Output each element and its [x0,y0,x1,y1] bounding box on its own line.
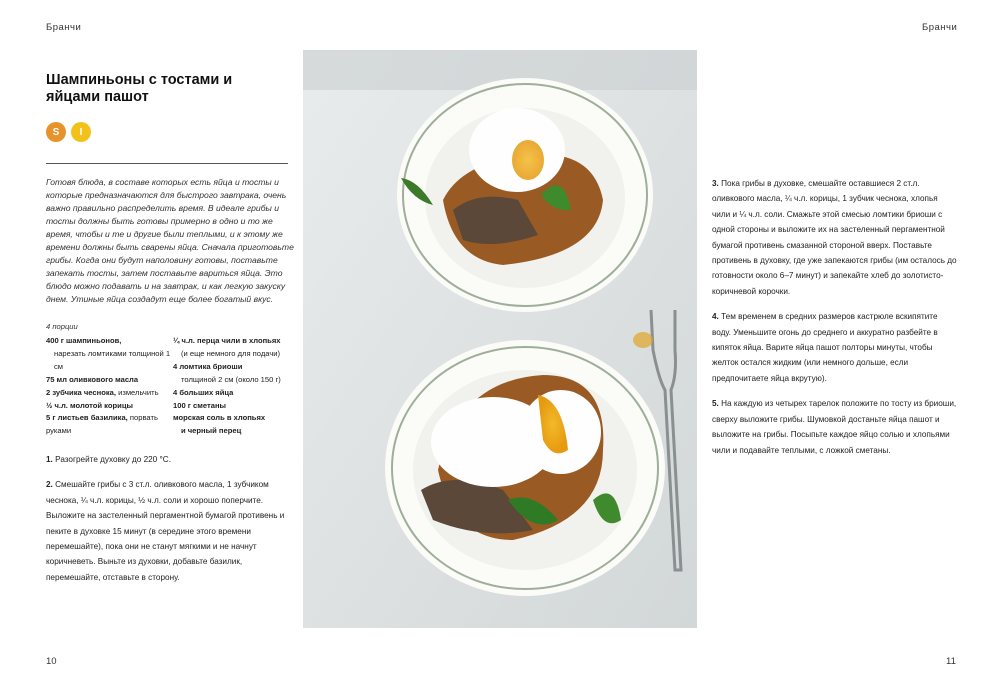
recipe-title: Шампиньоны с тостами и яйцами пашот [46,72,233,105]
title-divider [46,163,288,164]
ingredient-qty: 4 ломтика бриоши [173,361,243,371]
step-2 [46,477,294,585]
ingredient-note: (и еще немного для подачи) [181,348,281,358]
ingredient-note: измельчить [118,387,159,397]
ingredient-qty: 4 больших яйца [173,387,234,397]
ingredient-item [46,412,174,438]
ingredient-qty: 2 зубчика чеснока, [46,387,116,397]
running-head-left: Бранчи [46,22,82,33]
step-number: 2. [46,480,53,490]
ingredient-note: порвать руками [46,413,158,436]
ingredient-note: нарезать ломтиками толщиной 1 см [54,348,171,371]
step-number: 1. [46,455,53,464]
diet-badges [46,122,91,142]
badge-i: I [71,122,91,142]
ingredient-item [46,400,174,413]
step-5 [712,396,957,458]
running-head-right: Бранчи [922,22,958,33]
servings: 4 порции [46,322,78,331]
step-text: Пока грибы в духовке, смешайте оставшиеся 2 ст.л. оливкового масла, ¼ ч.л. корицы, 1 зубчик чеснока, хлопья чили и ¼ ч.л. соли. Смажьте этой смесью ломтики бриоши с одной стороны и выложите их на застеленный пергаментной бумагой противень смазанной стороной вверх. Поставьте противень в духовку, где уже запекаются грибы (им осталось до готовности около 6–7 минут) и запекайте хлеб до золотисто-коричневой корочки. [712,179,957,296]
ingredient-qty: морская соль в хлопьях [173,413,266,423]
step-text: Смешайте грибы с 3 ст.л. оливкового масла, 1 зубчиком чеснока, ¼ ч.л. корицы, ½ ч.л. соли и хорошо поперчите. Выложите на застеленный пергаментной бумагой противень и пеките в духовке 15 минут (в середине этого времени перемешайте), пока они не станут мягкими и не начнут коричневеть. Выньте из духовки, добавьте базилик, перемешайте, отставьте в сторону. [46,480,285,582]
ingredient-qty: ½ ч.л. молотой корицы [46,400,133,410]
step-4 [712,309,957,386]
step-3 [712,176,957,299]
ingredient-qty: 400 г шампиньонов, [46,336,122,345]
page-number-left: 10 [46,656,57,667]
step-number: 5. [712,399,719,409]
ingredient-item [46,374,174,387]
ingredient-item [173,400,303,413]
step-text: Разогрейте духовку до 220 °С. [55,455,171,464]
step-number: 4. [712,312,719,322]
steps-left [46,452,294,595]
ingredient-note: толщиной 2 см (около 150 г) [181,374,281,384]
recipe-intro: Готовя блюда, в составе которых есть яйца и тосты и которые предназначаются для быстрого завтрака, очень важно правильно распределить время. В идеале грибы и тосты должны быть готовы примерно в одно и то же время, чтобы и те и другие были теплыми, и к этому же времени должны быть сварены яйца. Сначала приготовьте грибы. Когда они будут наполовину готовы, поставьте запекать тосты, затем поставьте вариться яйца. Это блюдо можно подавать и на завтрак, и как легкую закуску днем. Утиные яйца создадут еще более богатый вкус. [46,177,294,304]
steps-right [712,176,957,468]
step-text: Тем временем в средних размеров кастрюле вскипятите воду. Уменьшите огонь до среднего и аккуратно разбейте в кипяток яйца. Варите яйца пашот полторы минуты, чтобы желток остался жидким (или немного дольше, если предпочитаете яйца вкрутую). [712,312,938,383]
ingredients-column-1 [46,335,174,438]
ingredient-qty: ¼ ч.л. перца чили в хлопьях [173,336,281,345]
ingredient-qty: 100 г сметаны [173,400,227,410]
ingredient-item [46,335,174,374]
right-page [500,0,1000,693]
ingredients-column-2 [173,335,303,438]
ingredient-item [173,387,303,400]
ingredient-qty: 75 мл оливкового масла [46,374,139,384]
ingredient-item [46,387,174,400]
ingredient-item [173,412,303,438]
badge-s: S [46,122,66,142]
step-number: 3. [712,179,719,188]
ingredient-note: и черный перец [181,426,242,436]
page-number-right: 11 [946,656,956,667]
ingredient-item [173,335,303,361]
ingredient-item [173,361,303,387]
step-text: На каждую из четырех тарелок положите по тосту из бриоши, сверху выложите грибы. Шумовкой достаньте яйца пашот и выложите на грибы. Посыпьте каждое яйцо солью и хлопьями чили и подавайте теплыми, с ложкой сметаны. [712,399,957,455]
step-1 [46,452,294,467]
ingredient-qty: 5 г листьев базилика, [46,413,128,423]
